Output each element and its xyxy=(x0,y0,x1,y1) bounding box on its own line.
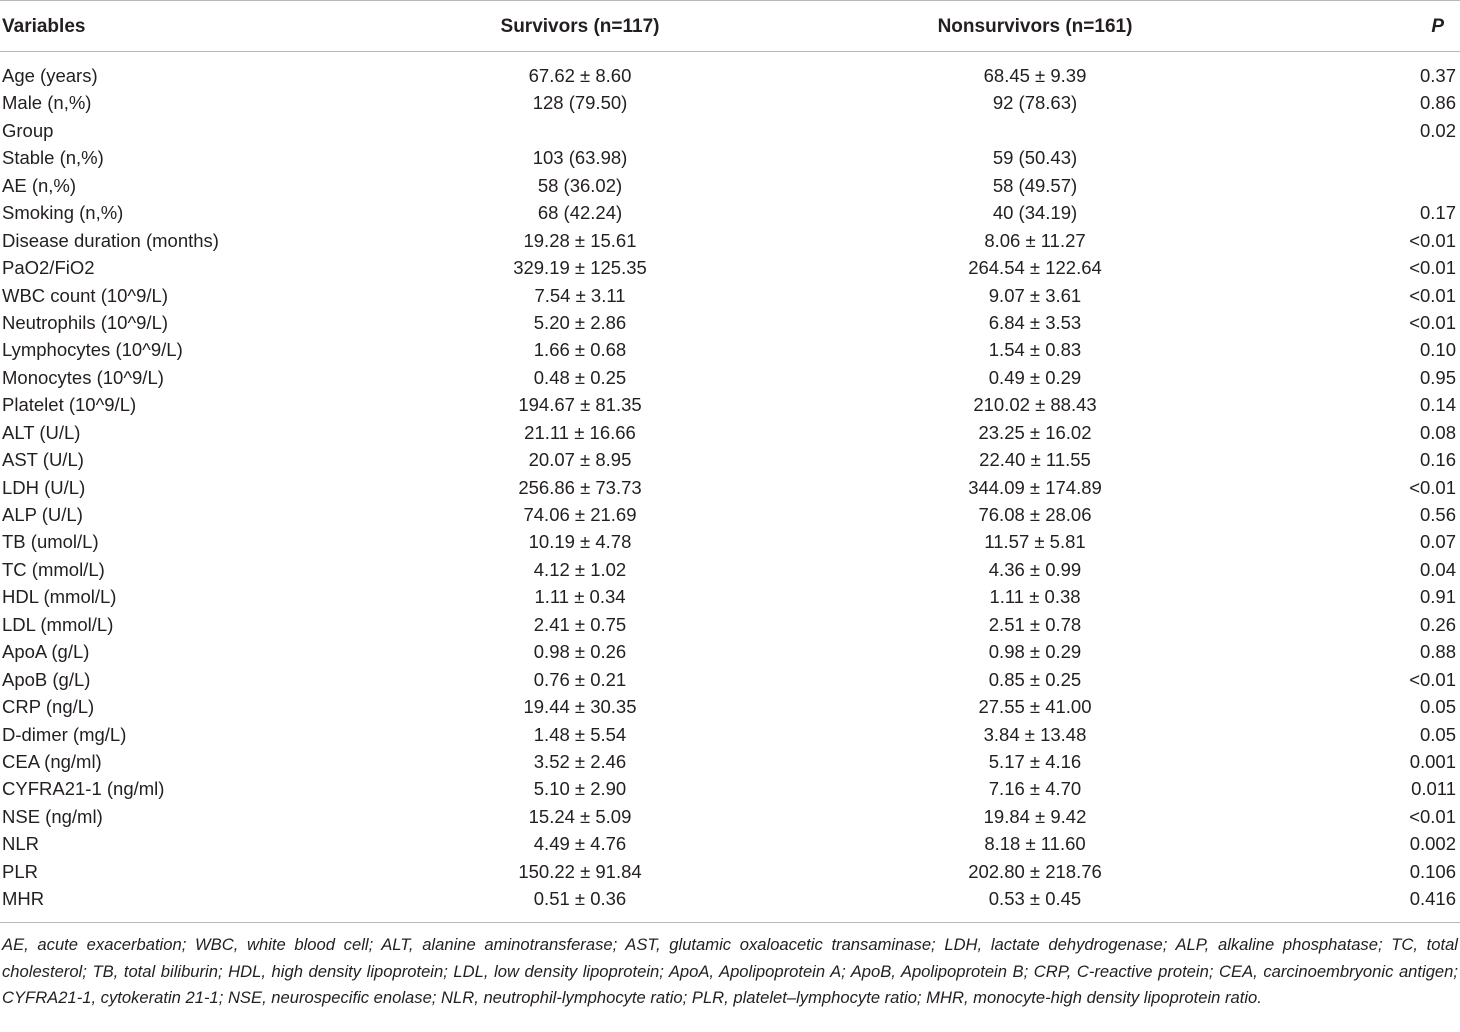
header-rule xyxy=(0,51,1460,52)
row-nonsurvivors: 5.17 ± 4.16 xyxy=(988,750,1082,772)
header-survivors: Survivors (n=117) xyxy=(500,16,660,37)
row-survivors: 15.24 ± 5.09 xyxy=(528,805,632,827)
row-nonsurvivors: 264.54 ± 122.64 xyxy=(968,257,1102,279)
row-p-value: 0.08 xyxy=(1419,421,1456,443)
table-header xyxy=(0,12,1460,42)
row-survivors: 256.86 ± 73.73 xyxy=(518,476,642,498)
row-p-value: <0.01 xyxy=(1409,257,1456,279)
row-nonsurvivors: 0.85 ± 0.25 xyxy=(988,668,1082,690)
row-p-value: <0.01 xyxy=(1409,284,1456,306)
table-row xyxy=(0,501,1460,528)
row-nonsurvivors: 19.84 ± 9.42 xyxy=(983,805,1087,827)
row-variable: NLR xyxy=(2,833,40,855)
row-survivors: 10.19 ± 4.78 xyxy=(528,531,632,553)
row-variable: ApoA (g/L) xyxy=(2,641,90,663)
table-row xyxy=(0,693,1460,720)
table-row xyxy=(0,419,1460,446)
row-survivors: 19.44 ± 30.35 xyxy=(523,696,637,718)
row-survivors: 74.06 ± 21.69 xyxy=(523,504,637,525)
row-variable: Group xyxy=(2,119,54,141)
row-survivors: 0.98 ± 0.26 xyxy=(533,641,627,663)
row-p-value: 0.56 xyxy=(1419,504,1456,525)
row-nonsurvivors: 92 (78.63) xyxy=(992,92,1078,114)
row-survivors: 4.49 ± 4.76 xyxy=(533,833,627,855)
table-body xyxy=(0,62,1460,913)
row-survivors: 103 (63.98) xyxy=(532,147,628,169)
row-nonsurvivors: 8.18 ± 11.60 xyxy=(984,833,1086,855)
header-variables: Variables xyxy=(2,16,86,37)
row-variable: LDL (mmol/L) xyxy=(2,613,114,635)
row-variable: Platelet (10^9/L) xyxy=(2,394,137,416)
row-p-value: 0.26 xyxy=(1419,613,1456,635)
table-row xyxy=(0,117,1460,144)
table-row xyxy=(0,885,1460,912)
row-p-value: 0.04 xyxy=(1419,558,1456,580)
row-survivors: 68 (42.24) xyxy=(537,202,623,224)
row-variable: Age (years) xyxy=(2,65,98,86)
row-nonsurvivors: 202.80 ± 218.76 xyxy=(968,860,1102,882)
row-survivors: 329.19 ± 125.35 xyxy=(513,257,647,279)
table-row xyxy=(0,556,1460,583)
row-survivors: 1.48 ± 5.54 xyxy=(533,723,627,745)
row-nonsurvivors: 9.07 ± 3.61 xyxy=(988,284,1082,306)
table-row xyxy=(0,803,1460,830)
row-nonsurvivors: 76.08 ± 28.06 xyxy=(978,504,1092,525)
row-nonsurvivors: 7.16 ± 4.70 xyxy=(988,778,1082,800)
row-variable: PaO2/FiO2 xyxy=(2,257,95,279)
row-nonsurvivors: 27.55 ± 41.00 xyxy=(978,696,1092,718)
table-row xyxy=(0,144,1460,171)
row-p-value: 0.07 xyxy=(1419,531,1456,553)
table-row xyxy=(0,446,1460,473)
row-nonsurvivors: 4.36 ± 0.99 xyxy=(988,558,1082,580)
row-survivors: 67.62 ± 8.60 xyxy=(528,65,632,86)
table-row xyxy=(0,666,1460,693)
row-survivors: 5.20 ± 2.86 xyxy=(533,311,627,333)
row-nonsurvivors: 11.57 ± 5.81 xyxy=(984,531,1086,553)
row-survivors: 7.54 ± 3.11 xyxy=(534,284,626,306)
table-row xyxy=(0,391,1460,418)
row-p-value: 0.001 xyxy=(1409,750,1456,772)
row-variable: Neutrophils (10^9/L) xyxy=(2,311,169,333)
row-p-value: 0.002 xyxy=(1409,833,1456,855)
table-row xyxy=(0,172,1460,199)
row-nonsurvivors: 40 (34.19) xyxy=(992,202,1078,224)
table-row xyxy=(0,282,1460,309)
row-nonsurvivors: 0.53 ± 0.45 xyxy=(988,888,1082,910)
row-p-value: 0.91 xyxy=(1419,586,1456,608)
table-footnote: AE, acute exacerbation; WBC, white blood cell; ALT, alanine aminotransferase; AST, glutamic oxaloacetic transaminase; LDH, lactate dehydrogenase; ALP, alkaline phosphatase; TC, total cholesterol; TB, total biliburin; HDL, high density lipoprotein; LDL, low density lipoprotein; ApoA, Apolipoprotein A; ApoB, Apolipoprotein B; CRP, C-reactive protein; CEA, carcinoembryonic antigen; CYFRA21-1, cytokeratin 21-1; NSE, neurospecific enolase; NLR, neutrophil-lymphocyte ratio; PLR, platelet–lymphocyte ratio; MHR, monocyte-high density lipoprotein ratio. xyxy=(2,935,1458,1007)
table-row xyxy=(0,611,1460,638)
row-variable: HDL (mmol/L) xyxy=(2,586,117,608)
row-nonsurvivors: 0.98 ± 0.29 xyxy=(988,641,1082,663)
row-nonsurvivors: 3.84 ± 13.48 xyxy=(983,723,1087,745)
row-p-value: 0.05 xyxy=(1419,723,1456,745)
row-survivors: 58 (36.02) xyxy=(537,174,623,196)
row-p-value: 0.416 xyxy=(1409,888,1456,910)
row-survivors: 5.10 ± 2.90 xyxy=(533,778,627,800)
row-nonsurvivors: 23.25 ± 16.02 xyxy=(978,421,1092,443)
bottom-rule xyxy=(0,922,1460,923)
row-variable: TB (umol/L) xyxy=(2,531,99,553)
row-p-value: 0.37 xyxy=(1419,65,1456,86)
row-p-value: <0.01 xyxy=(1409,805,1456,827)
row-survivors: 0.48 ± 0.25 xyxy=(533,366,627,388)
row-variable: TC (mmol/L) xyxy=(2,558,105,580)
table-row xyxy=(0,721,1460,748)
row-p-value: 0.05 xyxy=(1419,696,1456,718)
row-nonsurvivors: 1.54 ± 0.83 xyxy=(988,339,1082,361)
table-row xyxy=(0,336,1460,363)
header-p-value: P xyxy=(1431,16,1444,37)
row-variable: Stable (n,%) xyxy=(2,147,104,169)
row-variable: NSE (ng/ml) xyxy=(2,805,103,827)
row-p-value: <0.01 xyxy=(1409,229,1456,251)
row-variable: ALP (U/L) xyxy=(2,504,83,525)
row-variable: MHR xyxy=(2,888,45,910)
row-nonsurvivors: 8.06 ± 11.27 xyxy=(984,229,1086,251)
row-variable: ApoB (g/L) xyxy=(2,668,91,690)
top-rule xyxy=(0,0,1460,1)
row-survivors: 19.28 ± 15.61 xyxy=(523,229,637,251)
row-survivors: 3.52 ± 2.46 xyxy=(533,750,627,772)
row-variable: AE (n,%) xyxy=(2,174,77,196)
row-variable: D-dimer (mg/L) xyxy=(2,723,127,745)
table-row xyxy=(0,583,1460,610)
row-p-value: 0.10 xyxy=(1419,339,1456,361)
row-variable: WBC count (10^9/L) xyxy=(2,284,168,306)
header-nonsurvivors: Nonsurvivors (n=161) xyxy=(937,16,1133,37)
table-row xyxy=(0,309,1460,336)
row-variable: CEA (ng/ml) xyxy=(2,750,102,772)
row-variable: ALT (U/L) xyxy=(2,421,81,443)
row-survivors: 0.76 ± 0.21 xyxy=(533,668,627,690)
table-row xyxy=(0,858,1460,885)
row-nonsurvivors: 1.11 ± 0.38 xyxy=(989,586,1081,608)
table-row xyxy=(0,775,1460,802)
row-survivors: 4.12 ± 1.02 xyxy=(533,558,627,580)
row-p-value: <0.01 xyxy=(1409,311,1456,333)
row-variable: Disease duration (months) xyxy=(2,229,219,251)
row-p-value: 0.02 xyxy=(1419,119,1456,141)
table-row xyxy=(0,254,1460,281)
row-nonsurvivors: 6.84 ± 3.53 xyxy=(988,311,1082,333)
row-variable: PLR xyxy=(2,860,38,882)
table-row xyxy=(0,62,1460,89)
table-row xyxy=(0,474,1460,501)
table-row xyxy=(0,227,1460,254)
row-survivors: 1.66 ± 0.68 xyxy=(533,339,627,361)
row-p-value: <0.01 xyxy=(1409,668,1456,690)
row-variable: AST (U/L) xyxy=(2,449,84,471)
row-nonsurvivors: 0.49 ± 0.29 xyxy=(988,366,1082,388)
row-nonsurvivors: 22.40 ± 11.55 xyxy=(979,449,1091,471)
row-p-value: 0.95 xyxy=(1419,366,1456,388)
row-survivors: 128 (79.50) xyxy=(532,92,628,114)
table-row xyxy=(0,364,1460,391)
table-row xyxy=(0,199,1460,226)
row-variable: Smoking (n,%) xyxy=(2,202,124,224)
table-row xyxy=(0,528,1460,555)
row-survivors: 150.22 ± 91.84 xyxy=(518,860,642,882)
row-survivors: 194.67 ± 81.35 xyxy=(518,394,642,416)
table-row xyxy=(0,89,1460,116)
row-p-value: 0.86 xyxy=(1419,92,1456,114)
row-p-value: <0.01 xyxy=(1409,476,1456,498)
row-nonsurvivors: 58 (49.57) xyxy=(992,174,1078,196)
row-nonsurvivors: 68.45 ± 9.39 xyxy=(983,65,1087,86)
row-survivors: 20.07 ± 8.95 xyxy=(528,449,632,471)
row-p-value: 0.88 xyxy=(1419,641,1456,663)
row-survivors: 2.41 ± 0.75 xyxy=(533,613,627,635)
row-variable: LDH (U/L) xyxy=(2,476,86,498)
table-row xyxy=(0,830,1460,857)
row-nonsurvivors: 344.09 ± 174.89 xyxy=(968,476,1102,498)
row-nonsurvivors: 210.02 ± 88.43 xyxy=(973,394,1097,416)
table-row xyxy=(0,638,1460,665)
row-nonsurvivors: 2.51 ± 0.78 xyxy=(988,613,1082,635)
row-survivors: 21.11 ± 16.66 xyxy=(524,421,636,443)
row-p-value: 0.16 xyxy=(1419,449,1456,471)
row-p-value: 0.14 xyxy=(1419,394,1456,416)
row-variable: Monocytes (10^9/L) xyxy=(2,366,164,388)
row-survivors: 1.11 ± 0.34 xyxy=(534,586,626,608)
row-variable: Male (n,%) xyxy=(2,92,92,114)
row-p-value: 0.011 xyxy=(1411,778,1456,800)
row-p-value: 0.17 xyxy=(1419,202,1456,224)
table-row xyxy=(0,748,1460,775)
row-variable: CYFRA21-1 (ng/ml) xyxy=(2,778,165,800)
row-nonsurvivors: 59 (50.43) xyxy=(992,147,1078,169)
row-variable: Lymphocytes (10^9/L) xyxy=(2,339,183,361)
row-variable: CRP (ng/L) xyxy=(2,696,95,718)
row-survivors: 0.51 ± 0.36 xyxy=(533,888,627,910)
row-p-value: 0.106 xyxy=(1409,860,1456,882)
